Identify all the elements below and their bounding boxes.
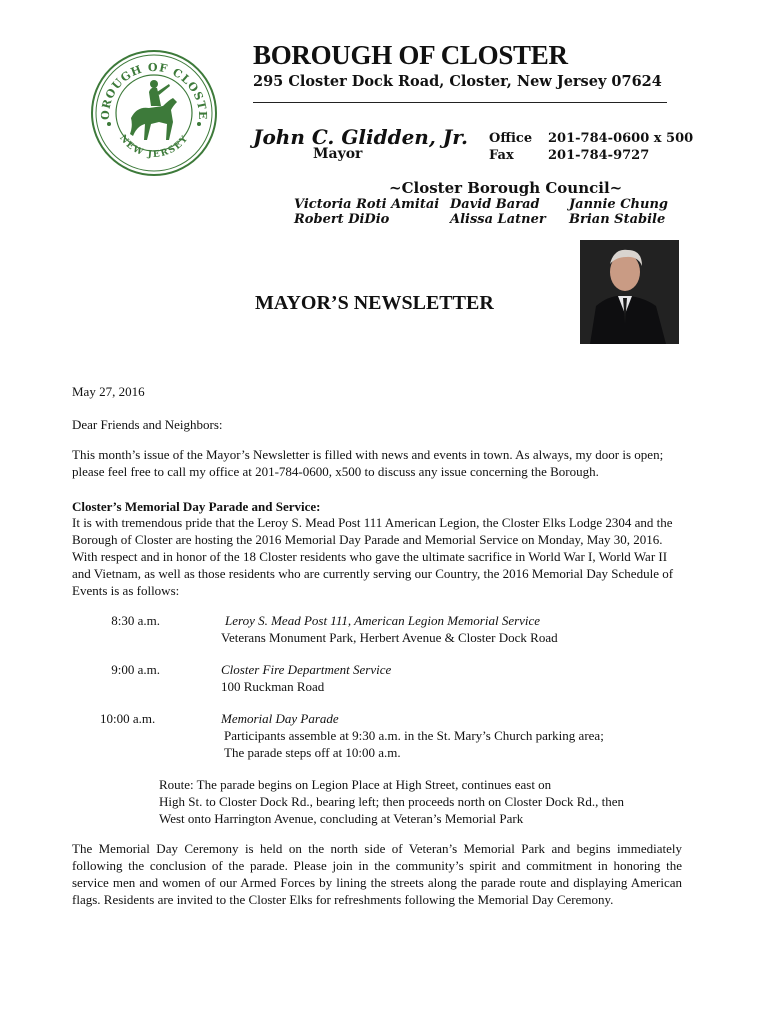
section-heading: Closter’s Memorial Day Parade and Service: — [72, 499, 321, 514]
council-member: Brian Stabile — [569, 212, 666, 227]
schedule-event: Closter Fire Department Service — [221, 662, 392, 677]
schedule-detail: Veterans Monument Park, Herbert Avenue & Closter Dock Road — [221, 630, 558, 645]
route-line: High St. to Closter Dock Rd., bearing left; then proceeds north on Closter Dock Rd., then — [159, 794, 625, 809]
schedule-detail: 100 Ruckman Road — [221, 679, 325, 694]
contact-block — [489, 130, 693, 164]
horse-rider-icon — [130, 80, 177, 140]
schedule-event: Leroy S. Mead Post 111, American Legion Memorial Service — [225, 613, 541, 628]
council-member: Robert DiDio — [294, 212, 390, 227]
schedule-event: Memorial Day Parade — [221, 711, 339, 726]
schedule-detail: The parade steps off at 10:00 a.m. — [224, 745, 401, 760]
schedule-time: 10:00 a.m. — [100, 711, 156, 726]
route-line: Route: The parade begins on Legion Place at High Street, continues east on — [159, 777, 552, 792]
council-title: ~Closter Borough Council~ — [389, 179, 623, 197]
mayor-photo — [580, 240, 679, 344]
section-paragraph: It is with tremendous pride that the Leroy S. Mead Post 111 American Legion, the Closter Elks Lodge 2304 and the Borough of Closter are hosting the 2016 Memorial Day Parade and Memorial Service on Monday, May 30, 2016. With respect and in honor of the 18 Closter residents who gave the ultimate sacrifice in World War I, World War II and Vietnam, as well as those residents who are currently serving our Country, the 2016 Memorial Day Schedule of Events is as follows: — [72, 515, 674, 598]
council-column-1 — [294, 197, 439, 227]
seal-top-text: OROUGH OF CLOSTE — [98, 60, 210, 121]
council-member: David Barad — [450, 197, 540, 212]
letter-date: May 27, 2016 — [72, 384, 145, 399]
council-member: Victoria Roti Amitai — [294, 197, 440, 212]
salutation: Dear Friends and Neighbors: — [72, 417, 223, 432]
intro-paragraph: This month’s issue of the Mayor’s Newsletter is filled with news and events in town. As always, my door is open; please feel free to call my office at 201-784-0600, x500 to discuss any issue concerning the Borough. — [72, 447, 664, 479]
mayor-title: Mayor — [313, 146, 363, 162]
newsletter-title: MAYOR’S NEWSLETTER — [255, 292, 494, 314]
council-member: Alissa Latner — [450, 212, 546, 227]
office-label: Office — [489, 131, 533, 146]
fax-number: 201-784-9727 — [548, 148, 650, 163]
svg-text:NEW JERSEY — [117, 133, 191, 160]
seal-bottom-text: NEW JERSEY — [117, 133, 191, 161]
borough-seal — [89, 48, 219, 178]
office-row — [489, 130, 693, 147]
council-column-2 — [450, 197, 546, 227]
schedule-time: 9:00 a.m. — [111, 662, 160, 677]
org-address: 295 Closter Dock Road, Closter, New Jersey 07624 — [253, 73, 662, 90]
closing-paragraph: The Memorial Day Ceremony is held on the north side of Veteran’s Memorial Park and begins immediately following the conclusion of the parade. Please join in the community’s spirit and commitment in honoring the service men and women of our Armed Forces by lining the streets along the parade route and displaying American flags. Residents are invited to the Closter Elks for refreshments following the Memorial Day Ceremony. — [72, 841, 682, 907]
schedule-time: 8:30 a.m. — [111, 613, 160, 628]
fax-row — [489, 147, 693, 164]
fax-label: Fax — [489, 148, 514, 163]
council-member: Jannie Chung — [569, 197, 669, 212]
header-divider — [253, 102, 667, 103]
office-number: 201-784-0600 x 500 — [548, 131, 694, 146]
mayor-name: John C. Glidden, Jr. — [253, 125, 468, 149]
seal-graphic — [89, 48, 219, 178]
route-line: West onto Harrington Avenue, concluding at Veteran’s Memorial Park — [159, 811, 524, 826]
council-column-3 — [569, 197, 668, 227]
org-title: BOROUGH OF CLOSTER — [253, 40, 568, 70]
parade-route — [159, 776, 624, 827]
schedule-detail: Participants assemble at 9:30 a.m. in the St. Mary’s Church parking area; — [224, 728, 604, 743]
